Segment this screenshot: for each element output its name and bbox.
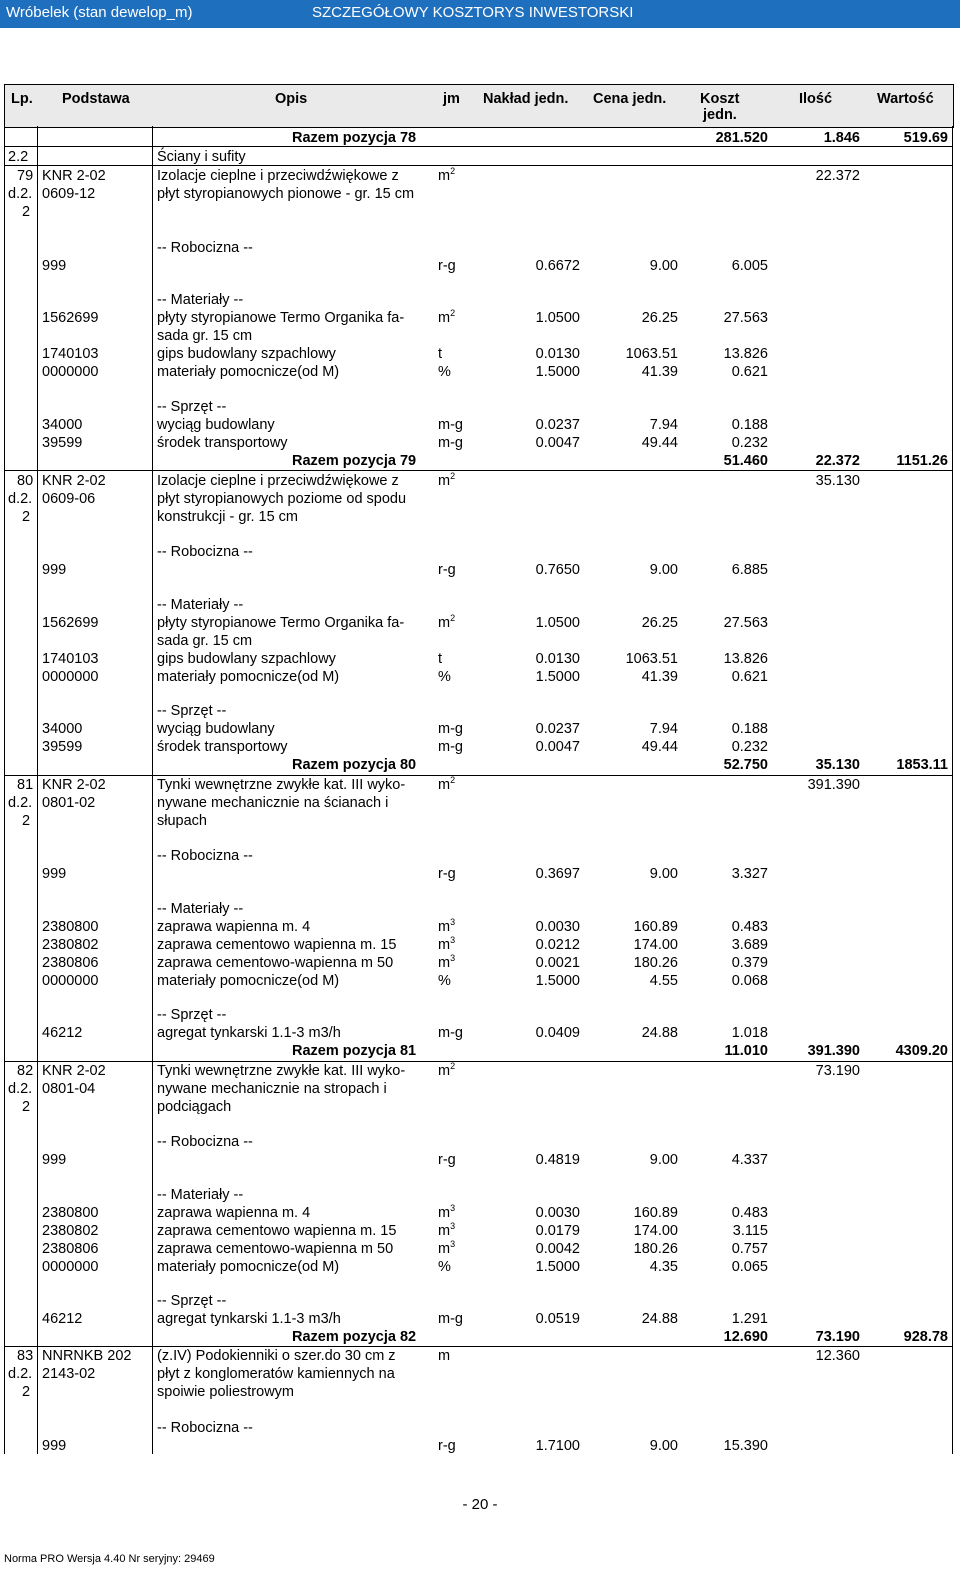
- resource-cost: 0.757: [731, 1241, 768, 1257]
- sum-wartosc: 519.69: [903, 130, 948, 146]
- resource-name: wyciąg budowlany: [157, 417, 275, 433]
- resource-norm: 0.0030: [535, 1205, 580, 1221]
- position-quantity: 12.360: [815, 1348, 860, 1364]
- position-quantity: 391.390: [807, 777, 860, 793]
- materials-heading: -- Materiały --: [157, 1187, 244, 1203]
- resource-norm: 1.5000: [535, 1259, 580, 1275]
- resource-unit: m-g: [438, 417, 463, 433]
- sum-ilosc: 391.390: [807, 1043, 860, 1059]
- resource-unit: r-g: [438, 562, 456, 578]
- resource-cost: 13.826: [723, 346, 768, 362]
- resource-price: 24.88: [641, 1311, 678, 1327]
- sum-ilosc: 73.190: [815, 1329, 860, 1345]
- resource-name: gips budowlany szpachlowy: [157, 651, 336, 667]
- resource-norm: 0.0519: [535, 1311, 580, 1327]
- resource-code: 2380802: [42, 1223, 99, 1239]
- sum-ilosc: 1.846: [823, 130, 860, 146]
- resource-unit: $m^3$: [438, 1239, 456, 1257]
- resource-cost: 0.483: [731, 1205, 768, 1221]
- resource-name: płyty styropianowe Termo Organika fa-: [157, 615, 405, 631]
- resource-code: 46212: [42, 1311, 83, 1327]
- sum-divider: [4, 470, 953, 471]
- resource-name: agregat tynkarski 1.1-3 m3/h: [157, 1025, 341, 1041]
- table-border-right: [952, 126, 953, 1454]
- resource-name: zaprawa cementowo-wapienna m 50: [157, 1241, 394, 1257]
- resource-price: 26.25: [641, 310, 678, 326]
- resource-unit: $m^2$: [438, 613, 456, 631]
- section-number: 2.2: [8, 149, 29, 165]
- resource-unit: m-g: [438, 1025, 463, 1041]
- resource-cost: 3.115: [732, 1223, 768, 1239]
- position-number: 83: [17, 1348, 34, 1364]
- resource-code: 2380806: [42, 955, 99, 971]
- resource-price: 9.00: [649, 1152, 678, 1168]
- resource-cost: 3.689: [731, 937, 768, 953]
- resource-price: 41.39: [641, 364, 678, 380]
- position-basis: KNR 2-02: [42, 473, 106, 489]
- resource-norm: 1.5000: [535, 973, 580, 989]
- sum-ilosc: 22.372: [815, 453, 860, 469]
- resource-cost: 6.005: [731, 258, 768, 274]
- col-wartosc: Wartość: [877, 91, 934, 107]
- position-description: Tynki wewnętrzne zwykłe kat. III wyko-: [157, 1063, 406, 1079]
- position-basis: 0609-12: [42, 186, 96, 202]
- resource-code: 39599: [42, 435, 83, 451]
- sum-ilosc: 35.130: [815, 757, 860, 773]
- resource-code: 2380800: [42, 1205, 99, 1221]
- resource-name: materiały pomocnicze(od M): [157, 973, 340, 989]
- sum-label: Razem pozycja 80: [292, 757, 417, 773]
- equipment-heading: -- Sprzęt --: [157, 1007, 227, 1023]
- resource-code: 999: [42, 258, 67, 274]
- resource-name: zaprawa cementowo-wapienna m 50: [157, 955, 394, 971]
- resource-code: 1740103: [42, 346, 99, 362]
- resource-price: 174.00: [633, 937, 678, 953]
- materials-heading: -- Materiały --: [157, 597, 244, 613]
- resource-unit: $m^2$: [438, 308, 456, 326]
- resource-unit: r-g: [438, 1152, 456, 1168]
- resource-price: 26.25: [641, 615, 678, 631]
- sum-label: Razem pozycja 82: [292, 1329, 417, 1345]
- col-naklad: Nakład jedn.: [483, 91, 569, 107]
- sum-wartosc: 928.78: [903, 1329, 948, 1345]
- document-title: SZCZEGÓŁOWY KOSZTORYS INWESTORSKI: [312, 4, 634, 21]
- table-border-left: [4, 126, 5, 1454]
- resource-cost: 27.563: [723, 615, 768, 631]
- position-unit: $m^2$: [438, 166, 456, 184]
- labor-heading: -- Robocizna --: [157, 848, 253, 864]
- resource-code: 0000000: [42, 669, 99, 685]
- sum-wartosc: 1853.11: [896, 757, 948, 773]
- resource-code: 0000000: [42, 364, 99, 380]
- resource-unit: $m^3$: [438, 1221, 456, 1239]
- resource-norm: 0.0409: [535, 1025, 580, 1041]
- col-lp: Lp.: [11, 91, 33, 107]
- resource-cost: 0.621: [731, 669, 768, 685]
- col-opis: Opis: [275, 91, 308, 107]
- resource-cost: 0.188: [731, 721, 768, 737]
- resource-price: 4.55: [649, 973, 678, 989]
- resource-unit: m-g: [438, 739, 463, 755]
- sum-label: Razem pozycja 78: [292, 130, 417, 146]
- resource-cost: 27.563: [723, 310, 768, 326]
- resource-norm: 0.0179: [535, 1223, 580, 1239]
- resource-norm: 0.0047: [535, 435, 580, 451]
- position-description: spoiwie poliestrowym: [157, 1384, 294, 1400]
- resource-code: 2380806: [42, 1241, 99, 1257]
- resource-price: 7.94: [649, 417, 678, 433]
- position-description: podciągach: [157, 1099, 232, 1115]
- resource-name: sada gr. 15 cm: [157, 328, 253, 344]
- resource-unit: %: [438, 364, 451, 380]
- resource-code: 1562699: [42, 310, 99, 326]
- resource-price: 9.00: [649, 1438, 678, 1454]
- position-quantity: 73.190: [815, 1063, 860, 1079]
- resource-name: zaprawa wapienna m. 4: [157, 919, 311, 935]
- position-number: d.2.: [8, 491, 33, 507]
- resource-norm: 1.7100: [535, 1438, 580, 1454]
- position-quantity: 22.372: [815, 168, 860, 184]
- resource-name: zaprawa wapienna m. 4: [157, 1205, 311, 1221]
- sum-divider: [4, 1061, 953, 1062]
- resource-norm: 0.6672: [535, 258, 580, 274]
- resource-code: 1562699: [42, 615, 99, 631]
- position-description: konstrukcji - gr. 15 cm: [157, 509, 299, 525]
- section-title: Ściany i sufity: [157, 149, 246, 165]
- resource-name: materiały pomocnicze(od M): [157, 364, 340, 380]
- resource-code: 34000: [42, 417, 83, 433]
- position-description: Izolacje cieplne i przeciwdźwiękowe z: [157, 168, 399, 184]
- position-number: d.2.: [8, 186, 33, 202]
- resource-cost: 4.337: [731, 1152, 768, 1168]
- position-number: d.2.: [8, 1081, 33, 1097]
- position-basis: KNR 2-02: [42, 777, 106, 793]
- resource-price: 1063.51: [625, 651, 678, 667]
- resource-norm: 0.0130: [535, 651, 580, 667]
- resource-price: 41.39: [641, 669, 678, 685]
- resource-name: materiały pomocnicze(od M): [157, 669, 340, 685]
- position-number: d.2.: [8, 795, 33, 811]
- table-divider-podstawa: [152, 126, 153, 1454]
- document-header: [0, 0, 960, 28]
- position-basis: NNRNKB 202: [42, 1348, 132, 1364]
- resource-unit: $m^3$: [438, 1203, 456, 1221]
- position-basis: KNR 2-02: [42, 1063, 106, 1079]
- position-number: 2: [22, 813, 31, 829]
- sum-label: Razem pozycja 79: [292, 453, 417, 469]
- resource-name: gips budowlany szpachlowy: [157, 346, 336, 362]
- resource-name: zaprawa cementowo wapienna m. 15: [157, 1223, 397, 1239]
- resource-code: 1740103: [42, 651, 99, 667]
- position-description: płyt styropianowych poziome od spodu: [157, 491, 407, 507]
- position-number: 2: [22, 1099, 31, 1115]
- resource-unit: m-g: [438, 435, 463, 451]
- resource-code: 0000000: [42, 973, 99, 989]
- resource-name: środek transportowy: [157, 739, 288, 755]
- resource-norm: 1.0500: [535, 310, 580, 326]
- position-description: nywane mechanicznie na ścianach i: [157, 795, 389, 811]
- resource-price: 1063.51: [625, 346, 678, 362]
- resource-norm: 0.0212: [535, 937, 580, 953]
- col-koszt-jedn: jedn.: [703, 107, 737, 123]
- position-number: 2: [22, 204, 31, 220]
- sum-koszt: 51.460: [723, 453, 768, 469]
- position-basis: 2143-02: [42, 1366, 96, 1382]
- section-divider: [4, 165, 953, 166]
- position-unit: $m^2$: [438, 775, 456, 793]
- position-basis: 0801-02: [42, 795, 96, 811]
- sum-koszt: 52.750: [723, 757, 768, 773]
- position-description: płyt styropianowych pionowe - gr. 15 cm: [157, 186, 415, 202]
- sum-koszt: 11.010: [724, 1043, 768, 1059]
- sum-wartosc: 1151.26: [896, 453, 948, 469]
- resource-name: zaprawa cementowo wapienna m. 15: [157, 937, 397, 953]
- resource-norm: 0.0130: [535, 346, 580, 362]
- resource-norm: 0.0021: [535, 955, 580, 971]
- resource-price: 180.26: [633, 955, 678, 971]
- col-jm: jm: [443, 91, 460, 107]
- position-basis: 0801-04: [42, 1081, 96, 1097]
- resource-name: wyciąg budowlany: [157, 721, 275, 737]
- resource-cost: 1.018: [731, 1025, 768, 1041]
- equipment-heading: -- Sprzęt --: [157, 703, 227, 719]
- resource-norm: 0.0047: [535, 739, 580, 755]
- resource-norm: 1.5000: [535, 669, 580, 685]
- resource-name: sada gr. 15 cm: [157, 633, 253, 649]
- resource-unit: m-g: [438, 1311, 463, 1327]
- resource-code: 34000: [42, 721, 83, 737]
- resource-unit: r-g: [438, 1438, 456, 1454]
- resource-price: 9.00: [649, 258, 678, 274]
- resource-unit: r-g: [438, 866, 456, 882]
- equipment-heading: -- Sprzęt --: [157, 1293, 227, 1309]
- resource-cost: 1.291: [731, 1311, 768, 1327]
- resource-name: płyty styropianowe Termo Organika fa-: [157, 310, 405, 326]
- sum-divider: [4, 1346, 953, 1347]
- position-basis: 0609-06: [42, 491, 96, 507]
- resource-code: 39599: [42, 739, 83, 755]
- resource-cost: 6.885: [731, 562, 768, 578]
- resource-unit: $m^3$: [438, 953, 456, 971]
- resource-price: 9.00: [649, 866, 678, 882]
- position-description: Izolacje cieplne i przeciwdźwiękowe z: [157, 473, 399, 489]
- resource-norm: 0.4819: [535, 1152, 580, 1168]
- resource-cost: 0.621: [731, 364, 768, 380]
- resource-code: 999: [42, 1152, 67, 1168]
- sum-label: Razem pozycja 81: [292, 1043, 417, 1059]
- position-description: nywane mechanicznie na stropach i: [157, 1081, 387, 1097]
- resource-unit: %: [438, 669, 451, 685]
- resource-norm: 0.0237: [535, 417, 580, 433]
- position-unit: m: [438, 1348, 451, 1364]
- resource-code: 999: [42, 1438, 67, 1454]
- resource-cost: 0.068: [731, 973, 768, 989]
- resource-unit: t: [438, 346, 443, 362]
- resource-unit: $m^3$: [438, 917, 456, 935]
- position-description: słupach: [157, 813, 207, 829]
- labor-heading: -- Robocizna --: [157, 1420, 253, 1436]
- labor-heading: -- Robocizna --: [157, 240, 253, 256]
- resource-name: środek transportowy: [157, 435, 288, 451]
- labor-heading: -- Robocizna --: [157, 1134, 253, 1150]
- resource-name: materiały pomocnicze(od M): [157, 1259, 340, 1275]
- sum-divider: [4, 775, 953, 776]
- table-divider-lp: [37, 126, 38, 1454]
- equipment-heading: -- Sprzęt --: [157, 399, 227, 415]
- resource-code: 999: [42, 562, 67, 578]
- resource-unit: m-g: [438, 721, 463, 737]
- position-unit: $m^2$: [438, 471, 456, 489]
- position-number: 81: [17, 777, 34, 793]
- position-number: 2: [22, 509, 31, 525]
- resource-code: 2380800: [42, 919, 99, 935]
- materials-heading: -- Materiały --: [157, 292, 244, 308]
- position-description: Tynki wewnętrzne zwykłe kat. III wyko-: [157, 777, 406, 793]
- labor-heading: -- Robocizna --: [157, 544, 253, 560]
- resource-price: 24.88: [641, 1025, 678, 1041]
- position-description: (z.IV) Podokienniki o szer.do 30 cm z: [157, 1348, 396, 1364]
- resource-unit: t: [438, 651, 443, 667]
- resource-price: 49.44: [641, 435, 678, 451]
- resource-code: 999: [42, 866, 67, 882]
- resource-price: 49.44: [641, 739, 678, 755]
- resource-price: 4.35: [649, 1259, 678, 1275]
- resource-unit: %: [438, 1259, 451, 1275]
- sum-koszt: 12.690: [723, 1329, 768, 1345]
- position-quantity: 35.130: [815, 473, 860, 489]
- position-description: płyt z konglomeratów kamiennych na: [157, 1366, 395, 1382]
- resource-code: 46212: [42, 1025, 83, 1041]
- position-number: 2: [22, 1384, 31, 1400]
- resource-price: 9.00: [649, 562, 678, 578]
- resource-cost: 0.232: [731, 435, 768, 451]
- resource-price: 7.94: [649, 721, 678, 737]
- col-koszt: Koszt: [700, 91, 740, 107]
- resource-cost: 0.379: [731, 955, 768, 971]
- resource-cost: 0.232: [731, 739, 768, 755]
- table-header: [4, 84, 954, 128]
- sum-wartosc: 4309.20: [895, 1043, 948, 1059]
- resource-norm: 0.3697: [535, 866, 580, 882]
- position-basis: KNR 2-02: [42, 168, 106, 184]
- col-ilosc: Ilość: [799, 91, 833, 107]
- resource-name: agregat tynkarski 1.1-3 m3/h: [157, 1311, 341, 1327]
- resource-unit: r-g: [438, 258, 456, 274]
- col-podstawa: Podstawa: [62, 91, 130, 107]
- resource-norm: 1.5000: [535, 364, 580, 380]
- sum-koszt: 281.520: [715, 130, 768, 146]
- position-number: 80: [17, 473, 34, 489]
- resource-cost: 15.390: [723, 1438, 768, 1454]
- resource-norm: 1.0500: [535, 615, 580, 631]
- resource-price: 180.26: [633, 1241, 678, 1257]
- resource-norm: 0.0030: [535, 919, 580, 935]
- resource-norm: 0.0237: [535, 721, 580, 737]
- resource-cost: 3.327: [731, 866, 768, 882]
- resource-code: 0000000: [42, 1259, 99, 1275]
- resource-cost: 13.826: [723, 651, 768, 667]
- resource-norm: 0.7650: [535, 562, 580, 578]
- resource-cost: 0.483: [731, 919, 768, 935]
- materials-heading: -- Materiały --: [157, 901, 244, 917]
- resource-cost: 0.065: [731, 1259, 768, 1275]
- resource-unit: $m^3$: [438, 935, 456, 953]
- position-number: d.2.: [8, 1366, 33, 1382]
- resource-unit: %: [438, 973, 451, 989]
- software-footer: Norma PRO Wersja 4.40 Nr seryjny: 29469: [4, 1553, 215, 1565]
- page-number: - 20 -: [462, 1496, 498, 1513]
- position-unit: $m^2$: [438, 1061, 456, 1079]
- project-name: Wróbelek (stan dewelop_m): [6, 4, 193, 21]
- position-number: 82: [17, 1063, 34, 1079]
- resource-norm: 0.0042: [535, 1241, 580, 1257]
- resource-price: 160.89: [633, 1205, 678, 1221]
- col-cena: Cena jedn.: [593, 91, 667, 107]
- resource-cost: 0.188: [731, 417, 768, 433]
- position-number: 79: [17, 168, 34, 184]
- resource-price: 174.00: [633, 1223, 678, 1239]
- resource-code: 2380802: [42, 937, 99, 953]
- resource-price: 160.89: [633, 919, 678, 935]
